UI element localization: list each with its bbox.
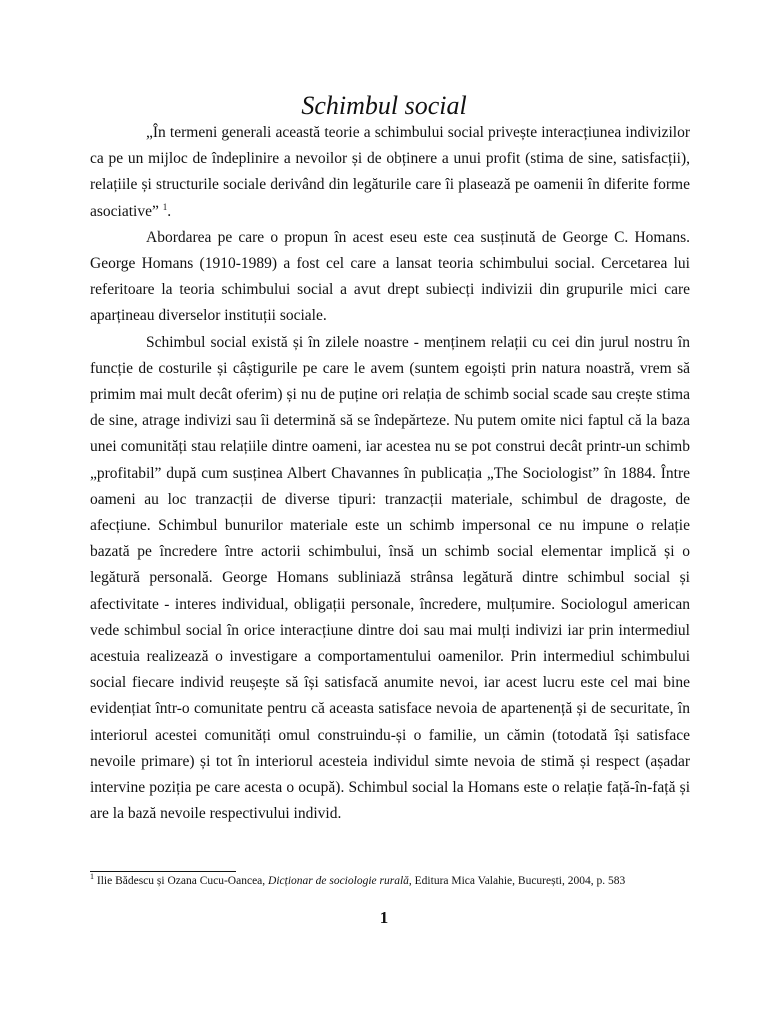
footnote-publisher: , Editura Mica Valahie, București, 2004, p. 583 bbox=[408, 875, 626, 887]
footnote-authors: Ilie Bădescu și Ozana Cucu-Oancea, bbox=[94, 875, 269, 887]
footnote-reference[interactable]: 1 bbox=[162, 201, 168, 212]
body-text bbox=[90, 120, 690, 827]
paragraph-3: Schimbul social există și în zilele noastre - menținem relații cu cei din jurul nostru în funcție de costurile și câștigurile pe care le avem (suntem egoiști prin natura noastră, vrem să primim mai mult decât oferim) și nu de puține ori relația de schimb social scade sau crește stima de sine, atrage indivizi sau îi determină să se îndepărteze. Nu putem omite nici faptul că la baza unei comunități stau relațiile dintre oameni, iar acestea nu se pot construi decât printr-un schimb „profitabil” după cum susținea Albert Chavannes în publicația „The Sociologist” în 1884. Între oameni au loc tranzacții de diverse tipuri: tranzacții materiale, schimbul de dragoste, de afecțiune. Schimbul bunurilor materiale este un schimb impersonal ce nu impune o relație bazată pe încredere între actorii schimbului, însă un schimb social elementar implică și o legătură personală. George Homans subliniază strânsa legătură dintre schimbul social și afectivitate - interes individual, obligații personale, încredere, mulțumire. Sociologul american vede schimbul social în orice interacțiune dintre doi sau mai mulți indivizi iar prin intermediul acestuia realizează o investigare a comportamentului oamenilor. Prin intermediul schimbului social fiecare individ reușește să își satisfacă anumite nevoi, iar acest lucru este cel mai bine evidențiat într-o comunitate pentru că aceasta satisface nevoia de apartenență și de securitate, în interiorul acestei comunități omul construindu-și o familie, un cămin (totodată își satisface nevoile primare) și tot în interiorul acesteia individul simte nevoia de stimă și respect (așadar intervine poziția pe care acesta o ocupă). Schimbul social la Homans este o relație față-în-față și are la bază nevoile respectivului individ. bbox=[90, 333, 690, 823]
paragraph-1-text: „În termeni generali această teorie a schimbului social privește interacțiunea indivizilor ca pe un mijloc de îndeplinire a nevoilor și de obținere a unui profit (stima de sine, satisfacții), relațiile și structurile sociale derivând din legăturile care îi plasează pe oamenii în diferite forme asociative” bbox=[90, 124, 690, 220]
footnote-book-title: Dicționar de sociologie rurală bbox=[268, 875, 409, 887]
page-number: 1 bbox=[379, 908, 389, 927]
paragraph-1-tail: . bbox=[167, 202, 172, 220]
footnote bbox=[90, 874, 690, 889]
paragraph-2: Abordarea pe care o propun în acest eseu este cea susținută de George C. Homans. George Homans (1910-1989) a fost cel care a lansat teoria schimbului social. Cercetarea lui referitoare la teoria schimbului social a avut drept subiecți indivizii din grupurile mici care aparțineau diverselor instituții sociale. bbox=[90, 228, 690, 325]
page-title: Schimbul social bbox=[301, 91, 467, 120]
paragraph-1 bbox=[90, 120, 690, 225]
footnote-divider bbox=[90, 871, 236, 872]
footnote-number: 1 bbox=[90, 872, 94, 882]
